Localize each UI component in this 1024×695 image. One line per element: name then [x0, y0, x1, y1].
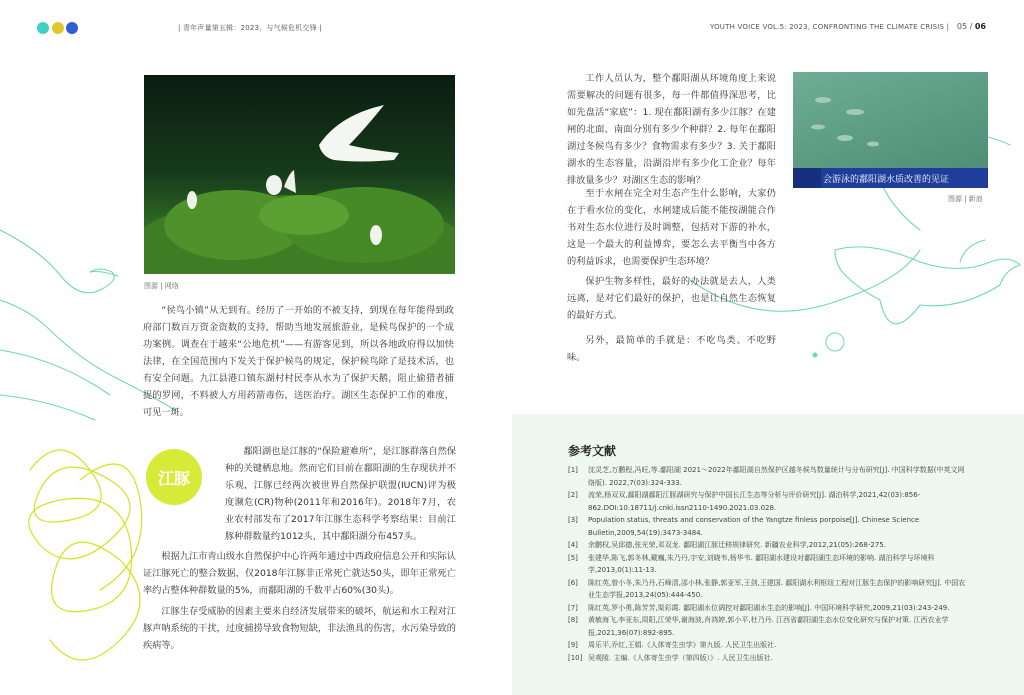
left-paragraph-2: 鄱阳湖也是江豚的“保险避难所”，是江豚群落自然保种的关键栖息地。然而它们目前在鄱阳湖的生存现状并不乐观，江豚已经两次被世界自然保护联盟(IUCN)评为极度濒危(CR)物种(2011年和2016年)。2018年7月，农业农村部发布了2017年江豚生态科学考察结果：目前江豚种群数量约1012头，其中鄱阳湖分布457头。	[225, 446, 456, 542]
references-list	[568, 464, 968, 664]
yarn-scribble	[29, 450, 142, 660]
header-left-title: | 青年声量第五辑：2023，与气候危机交锋 |	[178, 24, 322, 32]
reference-item: [1] 沈灵芝,万鹏程,冯旺,等.鄱阳湖 2021～2022年鄱阳湖自然保护区越冬候鸟数量统计与分布研究[J]. 中国科学数据(中英文网络版). 2022,7(03):324-333.	[568, 466, 965, 487]
reference-item: [5] 张建华,陈飞,郭冬林,戴巍,朱乃丹,宇安,刘晓韦,杨华韦. 鄱阳湖水建设对鄱阳湖生态环境的影响. 湖泊科学与环境科学,2013,0(1):11-13.	[568, 553, 935, 574]
header-dot-yellow	[52, 22, 64, 34]
reference-item: [8] 黄敏海飞,李亚东,周阳,江荣华,谢海波,肖鸿婷,郭小平,杜乃丹. 江西省鄱阳湖生态水位变化研究与保护对策. 江西农业学报,2021,36(07):892-895.	[568, 616, 949, 637]
reference-item: [6] 陈红英,曾小冬,朱乃丹,石峰清,邵小林,张静,郭亚军,王剑,王建国. 鄱阳湖水利枢纽工程对江豚生态保护的影响研究[J]. 中国农业生态学报,2013,24(05):444-450.	[568, 578, 966, 599]
section-badge-jiangtun: 江豚	[146, 449, 202, 505]
right-paragraph-2: 至于水闸在完全对生态产生什么影响，大家仍在于看水位的变化，水闸建成后能不能按湖能合作书对生态水位进行及时调整，包括对下游的补水，这是一个最大的利益博弈，要怎么去平衡当中各方的利益诉求，也需要保护生态环境？	[567, 188, 776, 267]
decor-dot	[813, 353, 818, 358]
egret-photo	[144, 75, 455, 274]
left-paragraph-3: 根据九江市青山级水自然保护中心许两年通过中西政府信息公开和实际认证江豚死亡的整合数据，仅2018年江豚非正常死亡就达50头，即年正常死亡率约占整体种群数量的5%，而鄱阳湖的千数平占60%(30头)。	[143, 551, 456, 596]
header-dot-blue	[66, 22, 78, 34]
right-paragraph-3: 保护生物多样性，最好的办法就是去人，人类远离，是对它们最好的保护，也是让自然生态恢复的最好方式。	[567, 276, 776, 321]
reference-item: [2] 流荣,杨双双,鄱阳湖鄱阳江豚湖研究与保护中国长江生态等分析与评价研究[J]. 湖泊科学,2021,42(03):856-862.DOI:10.18711/j.cnki.issn2110-1490.2021.03.028.	[568, 491, 921, 512]
header-right-title: YOUTH VOICE VOL.5: 2023, CONFRONTING THE CLIMATE CRISIS |	[710, 23, 950, 31]
decor-circle	[826, 333, 844, 351]
tv-photo-caption: 图源 | 新浪	[948, 195, 983, 203]
left-paragraph-1: “侯鸟小镇”从无到有。经历了一开始的不被支持，到现在每年能得到政府部门数百万资金资数的支持，帮助当地发展旅游业，是候鸟保护的一个成功案例。调查在于越来“公地危机”——有游客见到，所以各地政府得以加快法律，在全国范围内下发关于保护候鸟的规定，保护候鸟除了是技术活，也有安全问题。九江县港口镇东湖村村民李从水为了保护天鹅，阻止偷猎者捕捉的罗网，不料被人方用药箭毒伤，送医治疗。湖区生态保护工作的难度，可见一斑。	[143, 305, 454, 418]
header-dot-cyan	[37, 22, 49, 34]
page-number: 05 / 06	[956, 22, 986, 31]
reference-item: [4] 余鹏权,吴邱德,张光荣,邓双龙. 鄱阳湖江豚迁移规律研究. 新疆农业科学,2012,21(05):268-275.	[568, 541, 886, 549]
right-paragraph-1: 工作人员认为，整个鄱阳湖从环境角度上来说需要解决的问题有很多，每一件都值得深思考，比如先盘活“家底”：1. 现在鄱阳湖有多少江豚？在建闸的北面、南面分别有多少个种群？2. 每年在鄱阳湖过冬候鸟有多少？食物需求有多少？3. 关于鄱阳湖水的生态容量，沿湖沿岸有多少化工企业？每年排放量多少？对湖区生态的影响？	[567, 73, 776, 186]
left-paragraph-4: 江豚生存受威胁的因素主要来自经济发展带来的破坏，航运和水工程对江豚声呐系统的干扰，过度捕捞导致食物短缺，非法渔具的伤害，水污染导致的疾病等。	[143, 606, 456, 651]
right-paragraph-4: 另外，最简单的手就是：不吃鸟类、不吃野味。	[567, 335, 776, 363]
reference-item: [7] 陈红英,罗小勇,陈芳芳,渠彩霞. 鄱阳湖水位调控对鄱阳湖水生态的影响[J]. 中国环境科学研究,2009,21(03):243-249.	[568, 603, 950, 612]
reference-item: [10] 吴观陵. 主编.《人体寄生虫学（第四版）》. 人民卫生出版社.	[568, 653, 773, 662]
reference-item: [9] 周乐平,乔红,王娟.《人体寄生虫学》第九版. 人民卫生出版社.	[568, 641, 777, 649]
tv-overlay-text: 会游泳的鄱阳湖水质改善的见证	[823, 175, 950, 185]
porpoise-tv-photo	[793, 72, 988, 188]
dolphin-outline	[835, 240, 1020, 324]
reference-item: [3] Population status, threats and conservation of the Yangtze finless porpoise[J]. Chinese Science Bulletin,2009,54(19):3473-3484.	[568, 516, 920, 537]
references-title: 参考文献	[568, 444, 617, 458]
egret-photo-caption: 图源 | 网络	[144, 282, 179, 290]
